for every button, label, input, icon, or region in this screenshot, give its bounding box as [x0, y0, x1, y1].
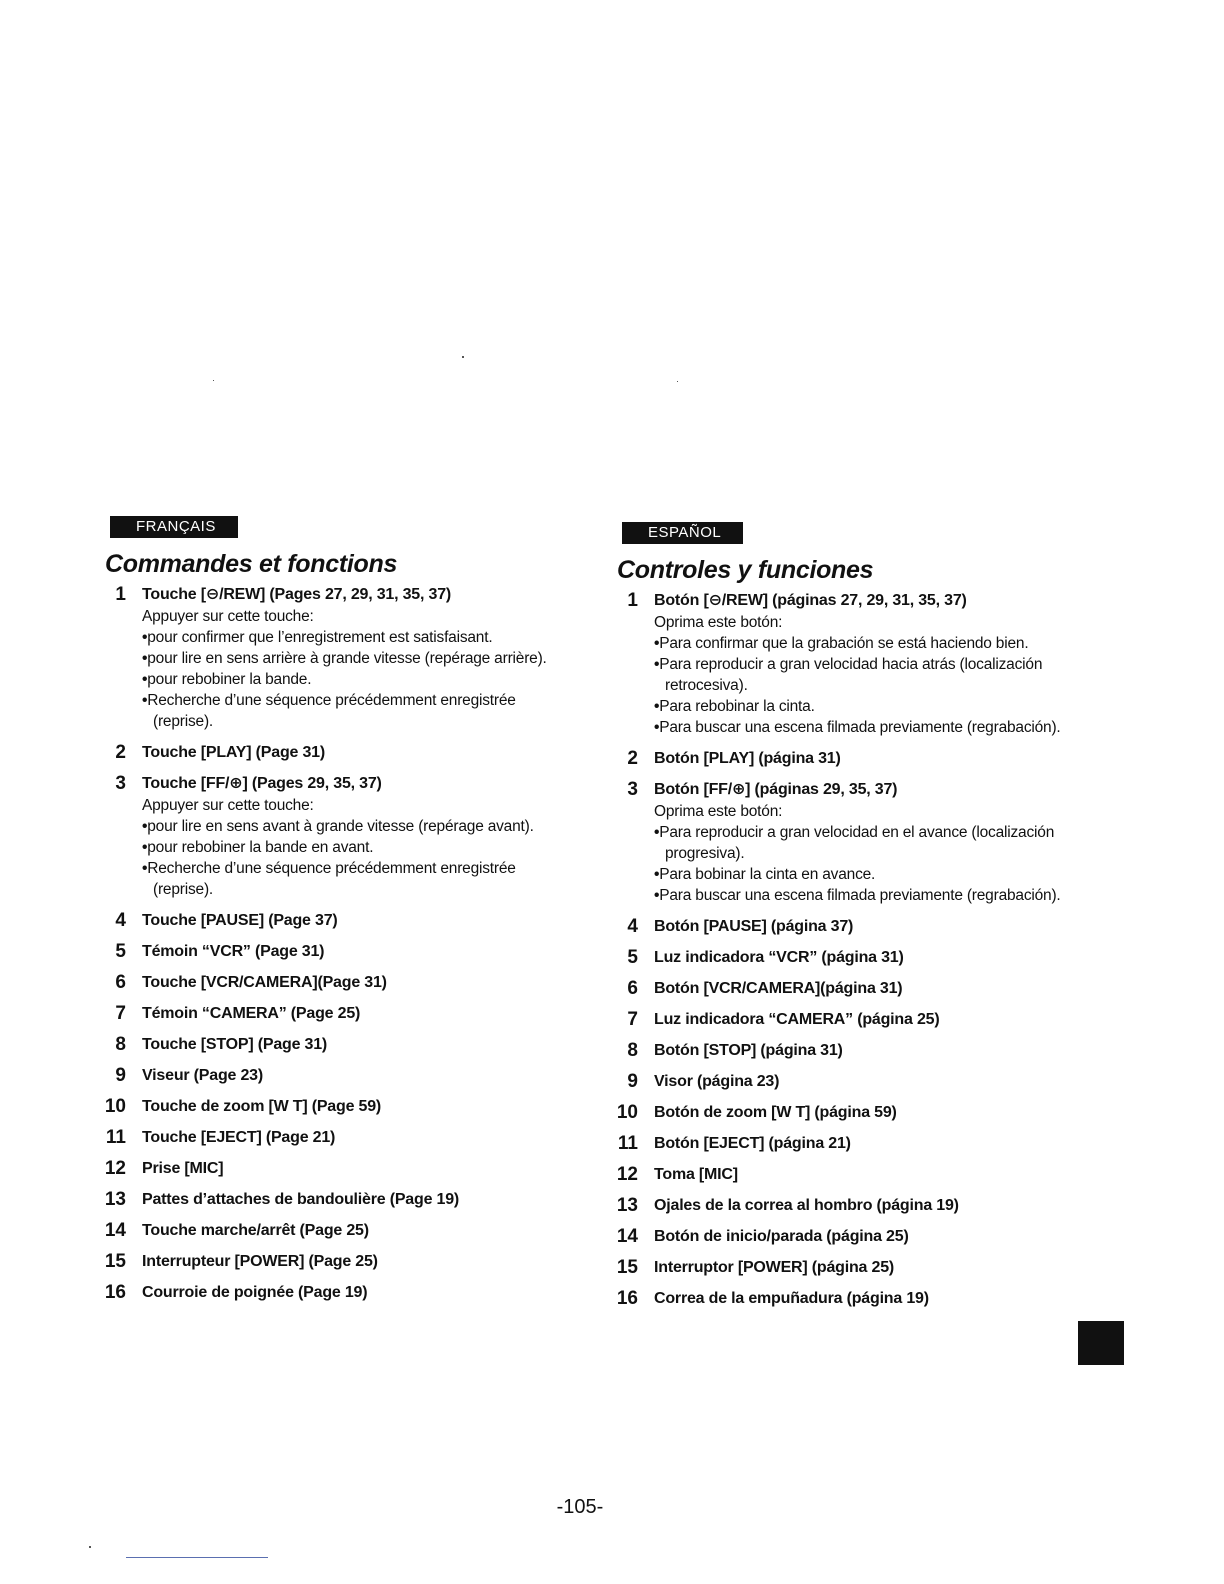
bullet-icon: • [654, 698, 660, 715]
list-item [100, 973, 570, 993]
bullet-text: Para reproducir a gran velocidad hacia atrás (localización retrocesiva). [659, 656, 1043, 694]
item-heading: Prise [MIC] [142, 1160, 224, 1177]
item-heading: Luz indicadora “VCR” (página 31) [654, 949, 904, 966]
bullet-text: Para reproducir a gran velocidad en el avance (localización progresiva). [659, 824, 1055, 862]
language-tab: FRANÇAIS [110, 516, 238, 538]
item-number: 7 [627, 1009, 638, 1030]
bullet-icon: • [142, 839, 148, 856]
item-heading: Touche [EJECT] (Page 21) [142, 1129, 336, 1146]
item-heading: Botón de inicio/parada (página 25) [654, 1228, 909, 1245]
item-number: 13 [616, 1195, 638, 1216]
item-number: 16 [616, 1288, 638, 1309]
list-item [100, 942, 570, 962]
bullet-icon: • [142, 692, 148, 709]
item-heading: Botón [PAUSE] (página 37) [654, 918, 854, 935]
scan-speck [89, 1546, 91, 1548]
list-item [612, 1227, 1082, 1247]
bullet-item [654, 654, 1082, 696]
item-number: 3 [115, 773, 126, 794]
item-heading: Botón [PLAY] (página 31) [654, 750, 841, 767]
item-number: 10 [104, 1096, 126, 1117]
item-heading: Botón [FF/⊕] (páginas 29, 35, 37) [654, 781, 898, 798]
item-number: 15 [104, 1251, 126, 1272]
bullet-icon: • [654, 719, 660, 736]
bullet-text: pour confirmer que l’enregistrement est satisfaisant. [147, 629, 493, 646]
bullet-text: Recherche d’une séquence précédemment enregistrée (reprise). [147, 692, 516, 730]
bullet-item [142, 648, 570, 669]
bullet-icon: • [142, 671, 148, 688]
bullet-text: Para confirmar que la grabación se está haciendo bien. [659, 635, 1029, 652]
list-item [100, 585, 570, 732]
list-item [612, 1196, 1082, 1216]
bullet-icon: • [654, 887, 660, 904]
item-heading: Touche [STOP] (Page 31) [142, 1036, 328, 1053]
item-number: 3 [627, 779, 638, 800]
item-heading: Ojales de la correa al hombro (página 19) [654, 1197, 959, 1214]
item-description: Appuyer sur cette touche: [142, 797, 314, 814]
list-item [100, 743, 570, 763]
column-espanol [612, 522, 1082, 1320]
item-heading: Touche [VCR/CAMERA](Page 31) [142, 974, 387, 991]
item-heading: Touche [⊖/REW] (Pages 27, 29, 31, 35, 37) [142, 586, 452, 603]
item-number: 5 [115, 941, 126, 962]
side-index-tab [1078, 1321, 1124, 1365]
item-number: 10 [616, 1102, 638, 1123]
list-item [100, 774, 570, 900]
bullet-item [142, 858, 570, 900]
list-item [612, 1165, 1082, 1185]
item-heading: Botón [⊖/REW] (páginas 27, 29, 31, 35, 37) [654, 592, 967, 609]
bullet-item [654, 822, 1082, 864]
list-item [612, 1103, 1082, 1123]
bullet-text: Para buscar una escena filmada previamente (regrabación). [659, 887, 1061, 904]
item-heading: Touche marche/arrêt (Page 25) [142, 1222, 369, 1239]
item-number: 13 [104, 1189, 126, 1210]
bullet-item [654, 696, 1082, 717]
item-number: 9 [627, 1071, 638, 1092]
scan-speck [213, 380, 214, 381]
bullet-list [142, 816, 570, 900]
list-item [100, 911, 570, 931]
bullet-list [654, 633, 1082, 738]
list-item [612, 1041, 1082, 1061]
bullet-text: pour lire en sens arrière à grande vitesse (repérage arrière). [147, 650, 547, 667]
item-heading: Touche [PLAY] (Page 31) [142, 744, 325, 761]
item-number: 1 [627, 590, 638, 611]
bullet-item [142, 669, 570, 690]
item-heading: Interrupteur [POWER] (Page 25) [142, 1253, 378, 1270]
item-number: 14 [616, 1226, 638, 1247]
item-heading: Botón [EJECT] (página 21) [654, 1135, 851, 1152]
list-item [612, 1134, 1082, 1154]
controls-list [100, 585, 570, 1303]
list-item [612, 1258, 1082, 1278]
item-number: 2 [115, 742, 126, 763]
scan-speck [462, 356, 464, 358]
item-heading: Botón de zoom [W T] (página 59) [654, 1104, 897, 1121]
item-number: 8 [627, 1040, 638, 1061]
item-heading: Témoin “VCR” (Page 31) [142, 943, 325, 960]
item-heading: Touche de zoom [W T] (Page 59) [142, 1098, 382, 1115]
section-title: Controles y funciones [617, 556, 874, 584]
item-number: 11 [617, 1133, 638, 1154]
item-heading: Correa de la empuñadura (página 19) [654, 1290, 929, 1307]
item-number: 4 [627, 916, 638, 937]
bullet-text: pour lire en sens avant à grande vitesse (repérage avant). [147, 818, 534, 835]
item-heading: Botón [VCR/CAMERA](página 31) [654, 980, 903, 997]
bullet-text: Recherche d’une séquence précédemment enregistrée (reprise). [147, 860, 516, 898]
list-item [100, 1221, 570, 1241]
section-title: Commandes et fonctions [105, 550, 398, 578]
item-number: 12 [616, 1164, 638, 1185]
item-number: 14 [104, 1220, 126, 1241]
item-heading: Interruptor [POWER] (página 25) [654, 1259, 895, 1276]
list-item [612, 1289, 1082, 1309]
item-number: 5 [627, 947, 638, 968]
list-item [612, 979, 1082, 999]
list-item [612, 591, 1082, 738]
list-item [100, 1283, 570, 1303]
item-number: 2 [627, 748, 638, 769]
list-item [100, 1004, 570, 1024]
bullet-list [654, 822, 1082, 906]
list-item [100, 1159, 570, 1179]
item-number: 15 [616, 1257, 638, 1278]
bullet-item [654, 885, 1082, 906]
item-heading: Visor (página 23) [654, 1073, 780, 1090]
bullet-icon: • [654, 635, 660, 652]
list-item [612, 917, 1082, 937]
item-number: 4 [115, 910, 126, 931]
list-item [612, 780, 1082, 906]
bullet-text: pour rebobiner la bande en avant. [147, 839, 374, 856]
item-heading: Viseur (Page 23) [142, 1067, 264, 1084]
item-number: 1 [115, 584, 126, 605]
item-heading: Pattes d’attaches de bandoulière (Page 19) [142, 1191, 460, 1208]
item-number: 12 [104, 1158, 126, 1179]
bullet-item [654, 864, 1082, 885]
language-tab: ESPAÑOL [622, 522, 743, 544]
bullet-list [142, 627, 570, 732]
item-number: 16 [104, 1282, 126, 1303]
item-description: Oprima este botón: [654, 614, 783, 631]
list-item [100, 1128, 570, 1148]
list-item [612, 1072, 1082, 1092]
bullet-text: pour rebobiner la bande. [147, 671, 312, 688]
bullet-text: Para buscar una escena filmada previamente (regrabación). [659, 719, 1061, 736]
bullet-icon: • [654, 824, 660, 841]
list-item [100, 1190, 570, 1210]
bullet-item [142, 837, 570, 858]
list-item [612, 749, 1082, 769]
bullet-icon: • [654, 656, 660, 673]
bullet-item [654, 633, 1082, 654]
list-item [100, 1035, 570, 1055]
list-item [612, 948, 1082, 968]
item-heading: Courroie de poignée (Page 19) [142, 1284, 368, 1301]
item-number: 6 [115, 972, 126, 993]
bullet-text: Para rebobinar la cinta. [659, 698, 815, 715]
bullet-icon: • [142, 650, 148, 667]
bullet-text: Para bobinar la cinta en avance. [659, 866, 876, 883]
item-number: 8 [115, 1034, 126, 1055]
list-item [100, 1066, 570, 1086]
item-heading: Botón [STOP] (página 31) [654, 1042, 843, 1059]
footer-rule [126, 1557, 268, 1558]
bullet-icon: • [142, 629, 148, 646]
scan-speck [677, 381, 678, 382]
item-number: 11 [105, 1127, 126, 1148]
bullet-icon: • [142, 860, 148, 877]
page-number: -105- [556, 1496, 604, 1518]
list-item [612, 1010, 1082, 1030]
item-heading: Luz indicadora “CAMERA” (página 25) [654, 1011, 940, 1028]
controls-list [612, 591, 1082, 1309]
item-number: 9 [115, 1065, 126, 1086]
item-heading: Touche [PAUSE] (Page 37) [142, 912, 338, 929]
bullet-item [654, 717, 1082, 738]
item-heading: Témoin “CAMERA” (Page 25) [142, 1005, 361, 1022]
bullet-icon: • [654, 866, 660, 883]
bullet-item [142, 816, 570, 837]
item-heading: Toma [MIC] [654, 1166, 738, 1183]
item-description: Oprima este botón: [654, 803, 783, 820]
list-item [100, 1097, 570, 1117]
item-description: Appuyer sur cette touche: [142, 608, 314, 625]
bullet-item [142, 690, 570, 732]
bullet-item [142, 627, 570, 648]
list-item [100, 1252, 570, 1272]
item-heading: Touche [FF/⊕] (Pages 29, 35, 37) [142, 775, 382, 792]
item-number: 6 [627, 978, 638, 999]
item-number: 7 [115, 1003, 126, 1024]
column-francais [100, 516, 570, 1314]
bullet-icon: • [142, 818, 148, 835]
